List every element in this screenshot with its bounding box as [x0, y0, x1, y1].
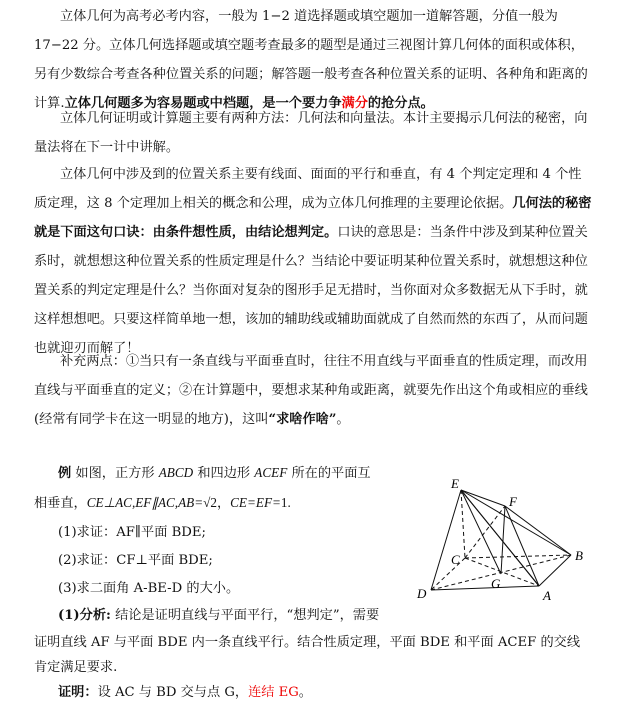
question-3	[58, 574, 239, 604]
question-1	[58, 518, 206, 548]
example-text: 所在的平面互	[287, 466, 371, 481]
example-line-1	[58, 458, 371, 489]
mnemonic-bold: 几何法的秘密就是下面这句口诀：由条件想性质，由结论想判定。	[34, 196, 592, 240]
quad-name: ACEF	[254, 465, 288, 480]
question-2	[58, 546, 213, 576]
analysis-text: 肯定满足要求.	[34, 660, 118, 675]
analysis-text: 证明直线 AF 与平面 BDE 内一条直线平行。结合性质定理，平面 BDE 和平面 ACEF 的交线	[34, 635, 581, 650]
analysis-text: 结论是证明直线与平面平行，“想判定”，需要	[110, 608, 380, 623]
intro-bold-end: 的抢分点。	[367, 96, 434, 111]
theorem-paragraph	[34, 160, 594, 363]
proof-line	[58, 678, 312, 708]
supplement-paragraph	[34, 347, 594, 434]
label-C: C	[451, 552, 460, 567]
sqrt-two: √2	[203, 495, 217, 510]
intro-paragraph	[34, 2, 594, 118]
proof-text: 设 AC 与 BD 交与点 G，	[97, 685, 249, 700]
proof-end: 。	[298, 685, 312, 700]
example-text: 相垂直，	[34, 496, 87, 511]
example-text: 和四边形	[193, 466, 255, 481]
edge-EC	[461, 490, 465, 558]
edge-AB	[539, 555, 571, 586]
intro-text: 立体几何为高考必考内容，一般为 1−2 道选择题或填空题加一道解答题，分值一般为 17−22 分。立体几何选择题或填空题考查最多的题型是通过三视图计算几何体的面积或体积，另有少数综合考查各种位置关系的问题；解答题一般考查各种位置关系的证明、各种角和距离的计算.	[34, 9, 588, 111]
example-label: 例	[58, 466, 72, 481]
question-1-text: (1)求证：AF∥平面 BDE;	[58, 525, 206, 540]
geometry-figure	[405, 476, 605, 611]
edge-ED	[431, 490, 461, 590]
intro-highlight: 满分	[341, 96, 368, 111]
label-B: B	[575, 548, 583, 563]
label-D: D	[417, 586, 427, 601]
proof-label: 证明：	[58, 685, 98, 700]
example-text: ，	[216, 496, 231, 511]
label-F: F	[509, 494, 517, 509]
square-name: ABCD	[158, 465, 194, 480]
mnemonic-explanation: 口诀的意思是：当条件中涉及到某种位置关系时，就想想这种位置关系的性质定理是什么？当结论中要证明某种位置关系时，就想想这种位置关系的判定定理是什么？当你面对复杂的图形手足无措时，当你面对众多数据无从下手时，就这样想想吧。只要这样简单地一想，该加的辅助线或辅助面就成了自然而然的东西了，从而问题也就迎刃而解了！	[34, 225, 588, 356]
label-A: A	[543, 588, 551, 603]
example-line-2	[34, 488, 291, 519]
example-text: 如图，正方形	[71, 466, 159, 481]
supplement-bold: “求啥作啥”	[268, 412, 337, 427]
edge-DA	[431, 586, 539, 590]
supplement-end: 。	[336, 412, 350, 427]
analysis-label: (1)分析:	[58, 608, 111, 623]
analysis-line-1	[58, 601, 379, 631]
method-text: 立体几何证明或计算题主要有两种方法：几何法和向量法。本计主要揭示几何法的秘密，向量法将在下一计中讲解。	[34, 111, 588, 155]
condition-value: 1.	[280, 495, 291, 510]
method-paragraph	[34, 104, 594, 162]
theorem-text: 立体几何中涉及到的位置关系主要有线面、面面的平行和垂直，有 4 个判定定理和 4 个性质定理，这 8 个定理加上相关的概念和公理，成为立体几何推理的主要理论依据。	[34, 167, 582, 211]
condition-math: CE=EF=	[230, 495, 281, 510]
edge-CB	[465, 555, 571, 558]
proof-highlight: 连结 EG	[248, 685, 299, 700]
condition-math: CE⊥AC,EF∥AC,AB=	[86, 495, 204, 510]
label-G: G	[491, 576, 501, 591]
intro-bold-text: 立体几何题多为容易题或中档题，是一个要力争	[64, 96, 342, 111]
question-3-text: (3)求二面角 A-BE-D 的大小。	[58, 581, 240, 596]
edge-CF	[465, 506, 505, 558]
label-E: E	[451, 476, 459, 491]
question-2-text: (2)求证：CF⊥平面 BDE;	[58, 553, 213, 568]
supplement-text: 补充两点：①当只有一条直线与平面垂直时，往往不用直线与平面垂直的性质定理，而改用直线与平面垂直的定义；②在计算题中，要想求某种角或距离，就要先作出这个角或相应的垂线(经常有同学卡在这一明显的地方)，这叫	[34, 354, 588, 427]
